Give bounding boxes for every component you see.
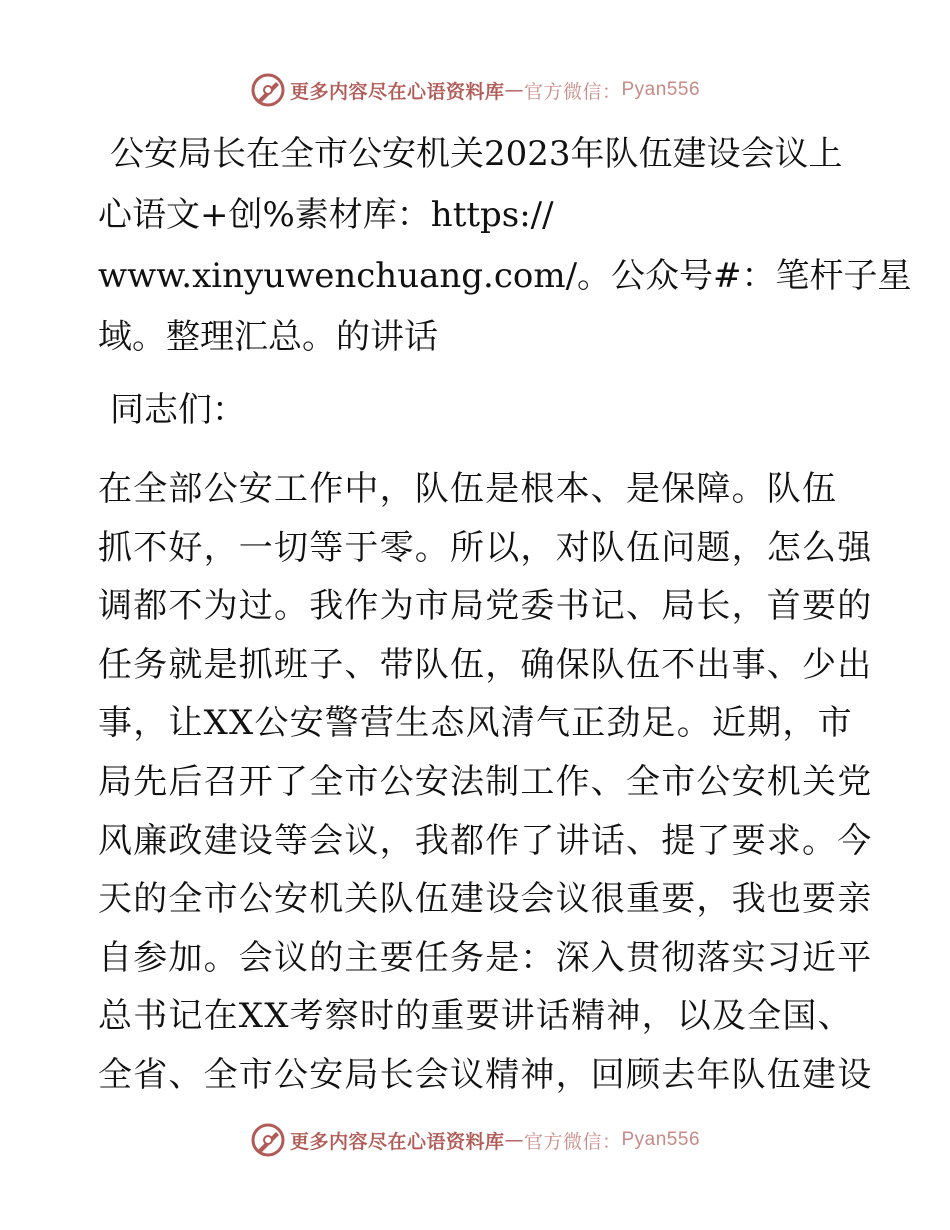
paragraph-line: 抓不好，一切等于零。所以，对队伍问题，怎么强: [98, 527, 873, 568]
paragraph-line: 在全部公安工作中，队伍是根本、是保障。队伍: [98, 469, 838, 509]
document-title: [98, 124, 912, 368]
watermark-wechat-label: 官方微信：: [523, 1130, 622, 1153]
watermark-main-text: 更多内容尽在心语资料库: [289, 1130, 505, 1153]
quill-logo-icon: [250, 72, 286, 108]
watermark-wechat-label: 官方微信：: [523, 80, 622, 103]
watermark-main-text: 更多内容尽在心语资料库: [289, 80, 505, 103]
paragraph-line: 风廉政建设等会议，我都作了讲话、提了要求。今: [98, 820, 873, 861]
header-watermark: [0, 70, 950, 110]
watermark-separator: —: [504, 1129, 524, 1151]
watermark-wechat-id: Pyan556: [621, 79, 701, 100]
paragraph-line: 自参加。会议的主要任务是：深入贯彻落实习近平: [98, 937, 873, 978]
watermark-wechat-id: Pyan556: [621, 1129, 701, 1150]
paragraph-line: 天的全市公安机关队伍建设会议很重要，我也要亲: [98, 879, 873, 920]
title-line: 域。整理汇总。的讲话: [98, 317, 438, 357]
paragraph-line: 局先后召开了全市公安法制工作、全市公安机关党: [98, 761, 873, 802]
document-body: [98, 124, 912, 1105]
paragraph: [98, 460, 873, 1105]
paragraph-line: 总书记在XX考察时的重要讲话精神，以及全国、: [98, 996, 853, 1037]
footer-watermark: [0, 1120, 950, 1160]
paragraph-line: 任务就是抓班子、带队伍，确保队伍不出事、少出: [98, 644, 873, 685]
title-line: www.xinyuwenchuang.com/。公众号#：笔杆子星: [98, 256, 912, 296]
quill-logo-icon: [250, 1122, 286, 1158]
title-line: 心语文+创%素材库：https://: [98, 195, 554, 235]
watermark-separator: —: [504, 79, 524, 101]
paragraph-line: 全省、全市公安局长会议精神，回顾去年队伍建设: [98, 1054, 873, 1095]
paragraph-line: 调都不为过。我作为市局党委书记、局长，首要的: [98, 586, 873, 627]
greeting: 同志们：: [110, 390, 246, 430]
title-line: 公安局长在全市公安机关2023年队伍建设会议上: [110, 134, 843, 174]
paragraph-line: 事，让XX公安警营生态风清气正劲足。近期，市: [98, 703, 853, 744]
